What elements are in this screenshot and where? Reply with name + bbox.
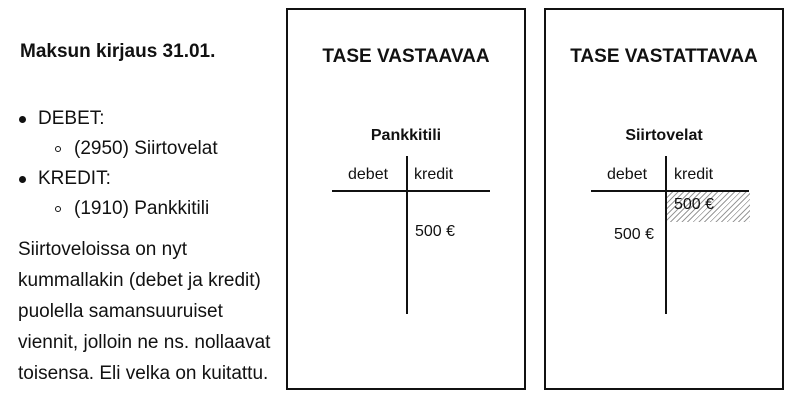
disc-bullet-icon (19, 176, 26, 183)
debit-column-label: debet (607, 166, 648, 183)
debit-item (18, 104, 218, 134)
assets-panel (286, 8, 526, 390)
debit-account-item (18, 134, 218, 164)
entry-list (18, 104, 218, 224)
t-account-vertical-line (665, 156, 667, 314)
paragraph-line: puolella samansuuruiset (18, 301, 223, 322)
credit-amount: 500 € (415, 223, 456, 240)
paragraph-line: kummallakin (debet ja kredit) (18, 270, 261, 291)
explanation-paragraph (18, 234, 280, 389)
assets-title: TASE VASTAAVAA (322, 46, 490, 67)
t-account-horizontal-line (332, 190, 490, 192)
circle-bullet-icon (55, 146, 61, 152)
credit-account: (1910) Pankkitili (74, 198, 210, 219)
liabilities-panel (544, 8, 784, 390)
credit-item (18, 164, 218, 194)
entry-title: Maksun kirjaus 31.01. (20, 41, 216, 62)
paragraph-line: Siirtoveloissa on nyt (18, 239, 187, 260)
t-account-vertical-line (406, 156, 408, 314)
circle-bullet-icon (55, 206, 61, 212)
liabilities-title: TASE VASTATTAVAA (570, 46, 758, 67)
disc-bullet-icon (19, 116, 26, 123)
debit-column-label: debet (348, 166, 389, 183)
debit-account: (2950) Siirtovelat (74, 138, 218, 159)
highlighted-credit-amount: 500 € (674, 196, 715, 213)
credit-account-item (18, 194, 218, 224)
debit-amount: 500 € (614, 226, 655, 243)
debit-label: DEBET: (38, 108, 105, 129)
paragraph-line: viennit, jolloin ne ns. nollaavat (18, 332, 271, 353)
account-name: Siirtovelat (625, 127, 703, 144)
credit-label: KREDIT: (38, 168, 111, 189)
paragraph-line: toisensa. Eli velka on kuitattu. (18, 363, 269, 384)
credit-column-label: kredit (414, 166, 454, 183)
credit-column-label: kredit (674, 166, 714, 183)
account-name: Pankkitili (370, 127, 442, 144)
